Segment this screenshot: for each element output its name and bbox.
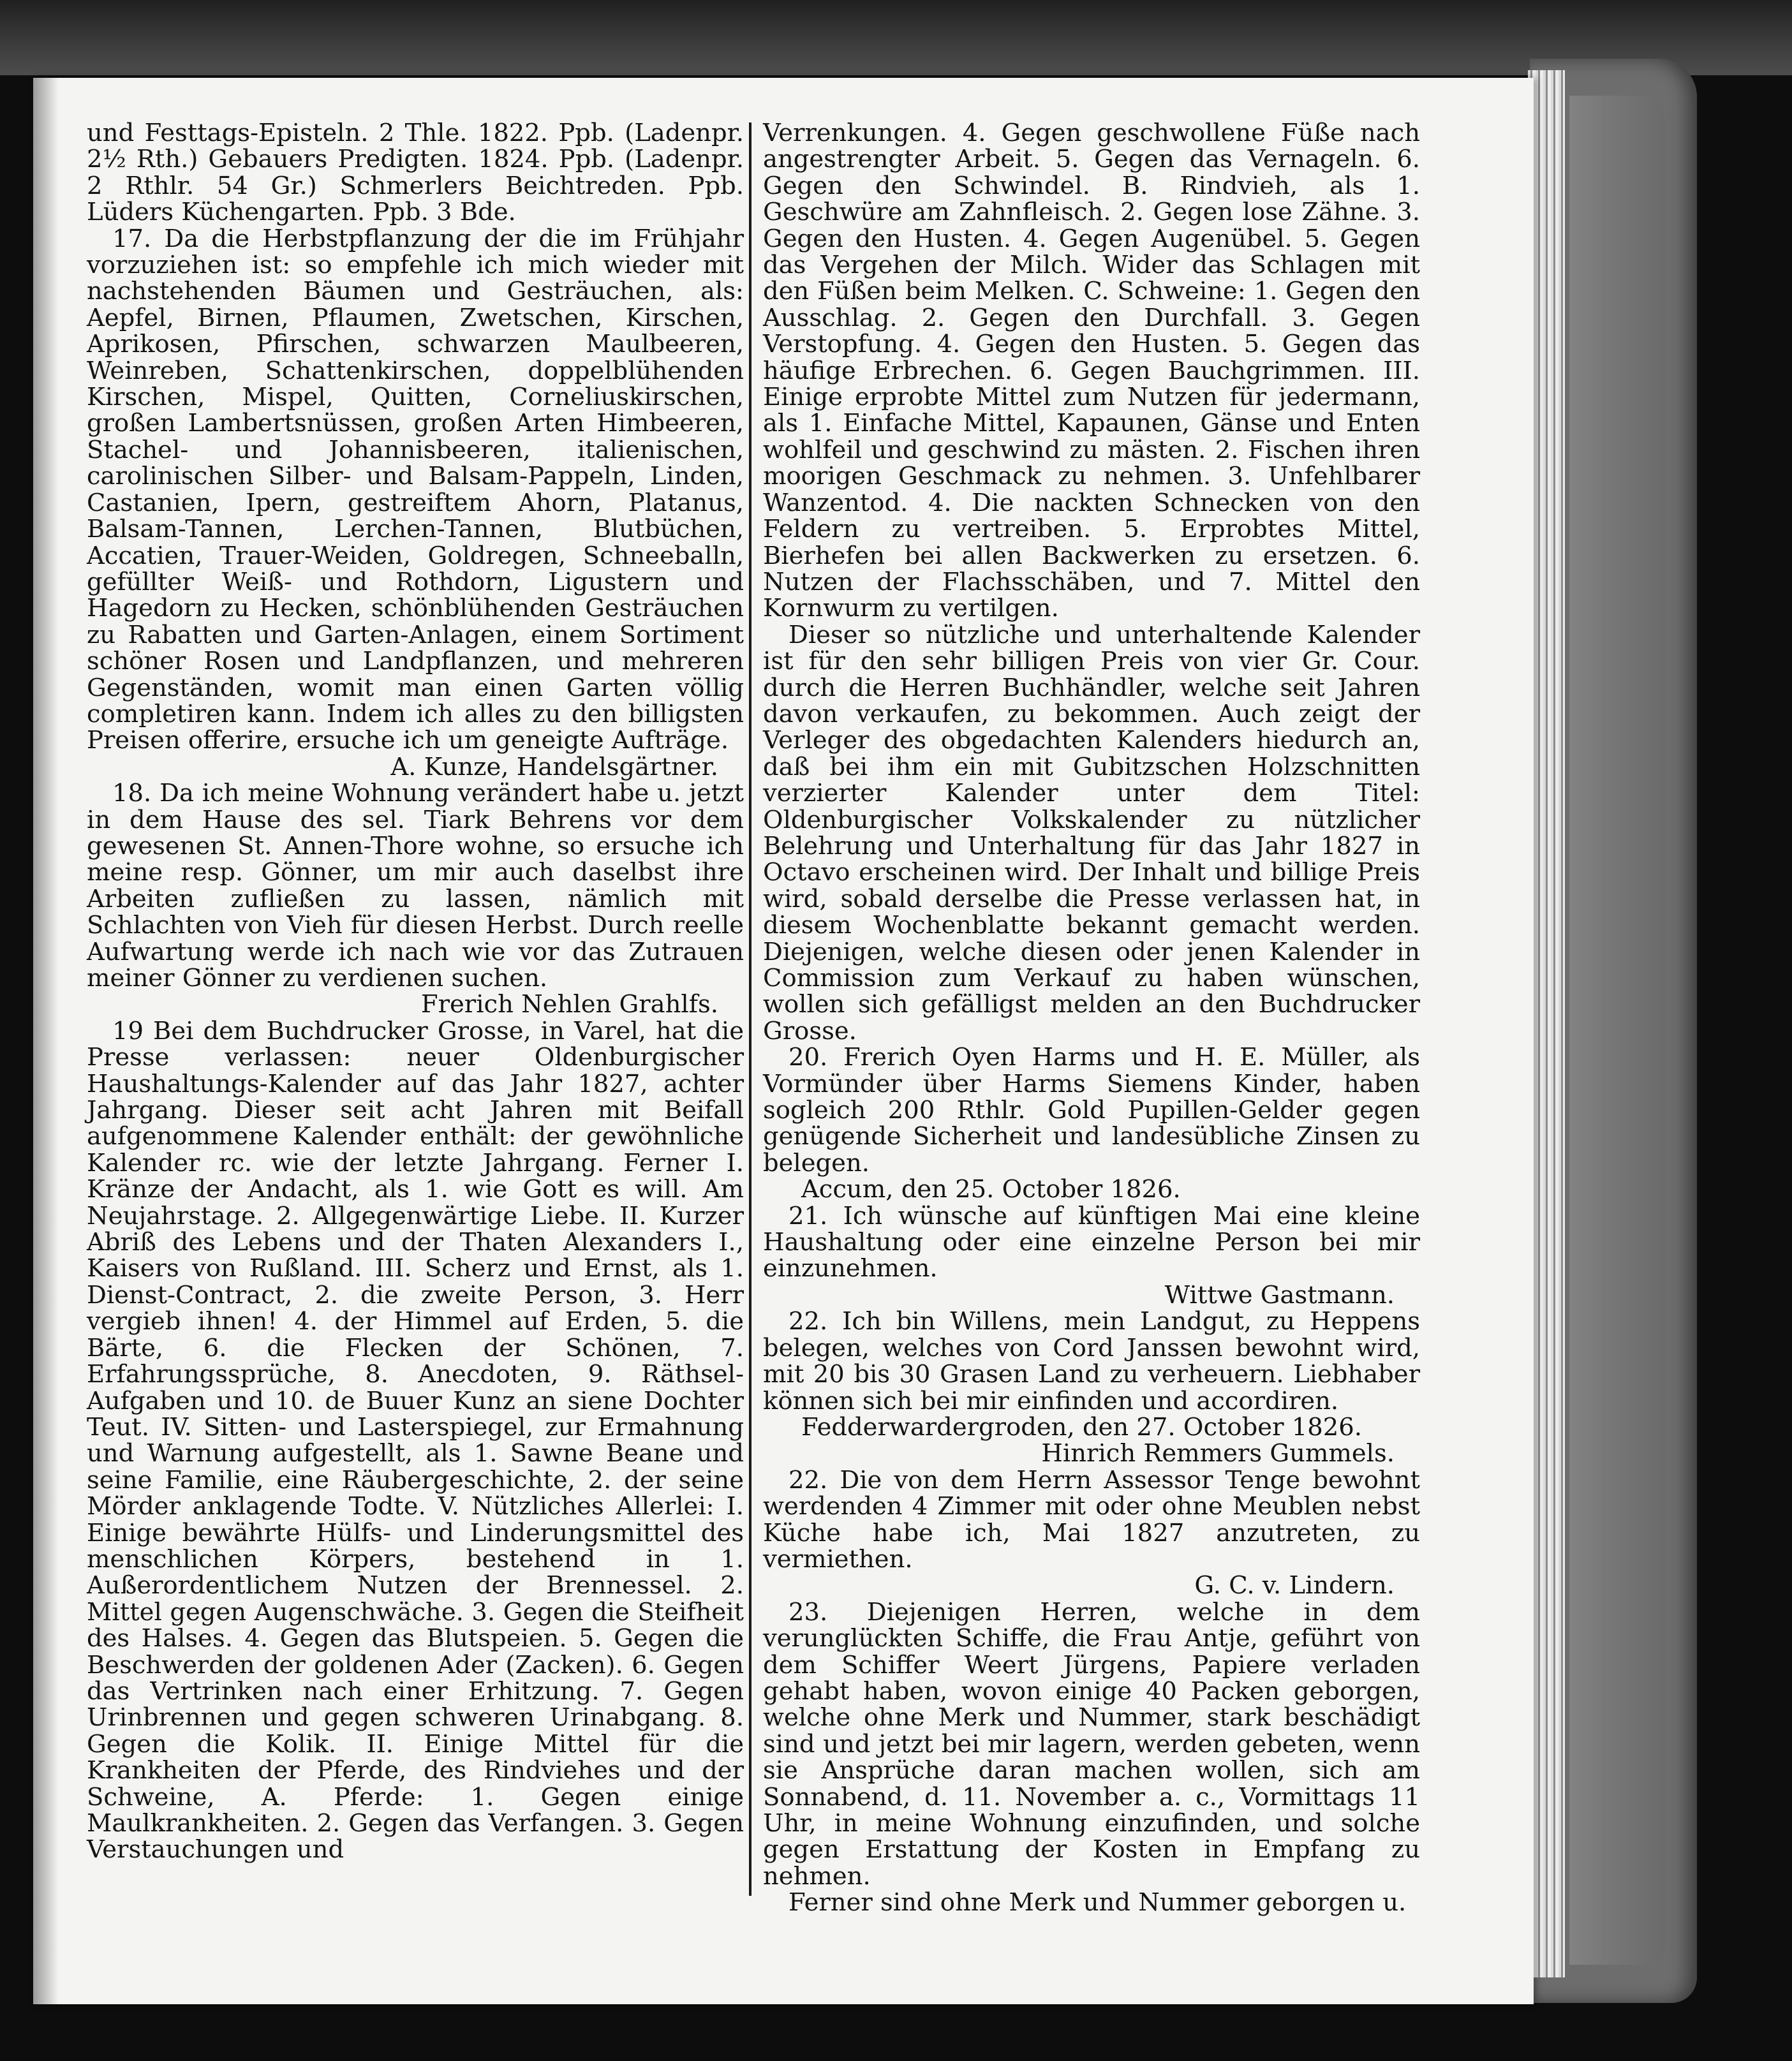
signature-line: G. C. v. Lindern.	[1194, 1571, 1395, 1600]
notice-paragraph: Ferner sind ohne Merk und Nummer geborgen u.	[789, 1888, 1407, 1917]
notice-paragraph: 22. Die von dem Herrn Assessor Tenge bewohnt werdenden 4 Zimmer mit oder ohne Meublen nebst Küche habe ich, Mai 1827 anzutreten, zu vermiethen.	[763, 1465, 1420, 1574]
notice-paragraph: 23. Diejenigen Herren, welche in dem verunglückten Schiffe, die Frau Antje, geführt von dem Schiffer Weert Jürgens, Papiere verladen gehabt haben, wovon einige 40 Packen geborgen, welche ohne Merk und Nummer, stark beschädigt sind und jetzt bei mir lagern, werden gebeten, wenn sie Ansprüche daran machen wollen, sich am Sonnabend, d. 11. November a. c., Vormittags 11 Uhr, in meine Wohnung einzufinden, und solche gegen Erstattung der Kosten in Empfang zu nehmen.	[763, 1597, 1420, 1891]
newspaper-page	[33, 78, 1534, 2004]
notice-paragraph: 17. Da die Herbstpflanzung der die im Frühjahr vorzuziehen ist: so empfehle ich mich wieder mit nachstehenden Bäumen und Gesträuchen, als: Aepfel, Birnen, Pflaumen, Zwetschen, Kirschen, Aprikosen, Pfirschen, schwarzen Maulbeeren, Weinreben, Schattenkirschen, doppelblühenden Kirschen, Mispel, Quitten, Corneliuskirschen, großen Lambertsnüssen, großen Arten Himbeeren, Stachel- und Johannisbeeren, italienischen, carolinischen Silber- und Balsam-Pappeln, Linden, Castanien, Ipern, gestreiftem Ahorn, Platanus, Balsam-Tannen, Lerchen-Tannen, Blutbüchen, Accatien, Trauer-Weiden, Goldregen, Schneeballn, gefüllter Weiß- und Rothdorn, Ligustern und Hagedorn zu Hecken, schönblühenden Gesträuchen zu Rabatten und Garten-Anlagen, einem Sortiment schöner Rosen und Landpflanzen, und mehreren Gegenständen, womit man einen Garten völlig completiren kann. Indem ich alles zu den billigsten Preisen offerire, ersuche ich um geneigte Aufträge.	[87, 224, 744, 755]
notice-paragraph: 20. Frerich Oyen Harms und H. E. Müller, als Vormünder über Harms Siemens Kinder, haben sogleich 200 Rthlr. Gold Pupillen-Gelder gegen genügende Sicherheit und landesübliche Zinsen zu belegen.	[763, 1043, 1420, 1178]
dark-backdrop	[0, 0, 1792, 75]
notice-paragraph: 22. Ich bin Willens, mein Landgut, zu Heppens belegen, welches von Cord Janssen bewohnt wird, mit 20 bis 30 Grasen Land zu verheuern. Liebhaber können sich bei mir einfinden und accordiren.	[763, 1307, 1420, 1415]
signature-line: A. Kunze, Handelsgärtner.	[390, 752, 718, 781]
signature-line: Hinrich Remmers Gummels.	[1041, 1439, 1395, 1468]
dateline: Accum, den 25. October 1826.	[801, 1175, 1181, 1204]
left-column	[87, 120, 744, 1863]
notice-paragraph: 18. Da ich meine Wohnung verändert habe u. jetzt in dem Hause des sel. Tiark Behrens vor dem gewesenen St. Annen-Thore wohne, so ersuche ich meine resp. Gönner, um mir auch daselbst ihre Arbeiten zufließen zu lassen, nämlich mit Schlachten von Vieh für diesen Herbst. Durch reelle Aufwartung werde ich nach wie vor das Zutrauen meiner Gönner zu verdienen suchen.	[87, 779, 744, 993]
notice-paragraph: Dieser so nützliche und unterhaltende Kalender ist für den sehr billigen Preis von vier Gr. Cour. durch die Herren Buchhändler, welche seit Jahren davon verkaufen, zu bekommen. Auch zeigt der Verleger des obgedachten Kalenders hiedurch an, daß bei ihm ein mit Gubitzschen Holzschnitten verzierter Kalender unter dem Titel: Oldenburgischer Volkskalender zu nützlicher Belehrung und Unterhaltung für das Jahr 1827 in Octavo erscheinen wird. Der Inhalt und billige Preis wird, sobald derselbe die Presse verlassen hat, in diesem Wochenblatte bekannt gemacht werden. Diejenigen, welche diesen oder jenen Kalender in Commission zum Verkauf zu haben wünschen, wollen sich gefälligst melden an den Buchdrucker Grosse.	[763, 620, 1420, 1045]
continued-text: Verrenkungen. 4. Gegen geschwollene Füße nach angestrengter Arbeit. 5. Gegen das Vernageln. 6. Gegen den Schwindel. B. Rindvieh, als 1. Geschwüre am Zahnfleisch. 2. Gegen lose Zähne. 3. Gegen den Husten. 4. Gegen Augenübel. 5. Gegen das Vergehen der Milch. Wider das Schlagen mit den Füßen beim Melken. C. Schweine: 1. Gegen den Ausschlag. 2. Gegen den Durchfall. 3. Gegen Verstopfung. 4. Gegen den Husten. 5. Gegen das häufige Erbrechen. 6. Gegen Bauchgrimmen. III. Einige erprobte Mittel zum Nutzen für jedermann, als 1. Einfache Mittel, Kapaunen, Gänse und Enten wohlfeil und geschwind zu mästen. 2. Fischen ihren moorigen Geschmack zu nehmen. 3. Unfehlbarer Wanzentod. 4. Die nackten Schnecken von den Feldern zu vertreiben. 5. Erprobtes Mittel, Bierhefen bei allen Backwerken zu ersetzen. 6. Nutzen der Flachsschäben, und 7. Mittel den Kornwurm zu vertilgen.	[763, 119, 1420, 623]
signature-line: Frerich Nehlen Grahlfs.	[420, 990, 718, 1019]
right-column	[763, 120, 1420, 1916]
dateline: Fedderwardergroden, den 27. October 1826.	[801, 1412, 1362, 1442]
notice-paragraph: 21. Ich wünsche auf künftigen Mai eine kleine Haushaltung oder eine einzelne Person bei mir einzunehmen.	[763, 1201, 1420, 1283]
book-cover-highlight	[1569, 96, 1665, 1965]
signature-line: Wittwe Gastmann.	[1164, 1280, 1395, 1310]
column-divider	[749, 122, 752, 1896]
continued-text: und Festtags-Episteln. 2 Thle. 1822. Ppb. (Ladenpr. 2½ Rth.) Gebauers Predigten. 1824. Ppb. (Ladenpr. 2 Rthlr. 54 Gr.) Schmerlers Beichtreden. Ppb. Lüders Küchengarten. Ppb. 3 Bde.	[87, 119, 744, 227]
notice-paragraph: 19 Bei dem Buchdrucker Grosse, in Varel, hat die Presse verlassen: neuer Oldenburgischer Haushaltungs-Kalender auf das Jahr 1827, achter Jahrgang. Dieser seit acht Jahren mit Beifall aufgenommene Kalender enthält: der gewöhnliche Kalender rc. wie der letzte Jahrgang. Ferner I. Kränze der Andacht, als 1. wie Gott es will. Am Neujahrstage. 2. Allgegenwärtige Liebe. II. Kurzer Abriß des Lebens und der Thaten Alexanders I., Kaisers von Rußland. III. Scherz und Ernst, als 1. Dienst-Contract, 2. die zweite Person, 3. Herr vergieb ihnen! 4. der Himmel auf Erden, 5. die Bärte, 6. die Flecken der Schönen, 7. Erfahrungssprüche, 8. Anecdoten, 9. Räthsel-Aufgaben und 10. de Buuer Kunz an siene Dochter Teut. IV. Sitten- und Lasterspiegel, zur Ermahnung und Warnung aufgestellt, als 1. Sawne Beane und seine Familie, eine Räubergeschichte, 2. der seine Mörder anklagende Todte. V. Nützliches Allerlei: I. Einige bewährte Hülfs- und Linderungsmittel des menschlichen Körpers, bestehend in 1. Außerordentlichem Nutzen der Brennessel. 2. Mittel gegen Augenschwäche. 3. Gegen die Steifheit des Halses. 4. Gegen das Blutspeien. 5. Gegen die Beschwerden der goldenen Ader (Zacken). 6. Gegen das Vertrinken nach einer Erhitzung. 7. Gegen Urinbrennen und gegen schweren Urinabgang. 8. Gegen die Kolik. II. Einige Mittel für die Krankheiten der Pferde, des Rindviehes und der Schweine, A. Pferde: 1. Gegen einige Maulkrankheiten. 2. Gegen das Verfangen. 3. Gegen Verstauchungen und	[87, 1016, 744, 1865]
